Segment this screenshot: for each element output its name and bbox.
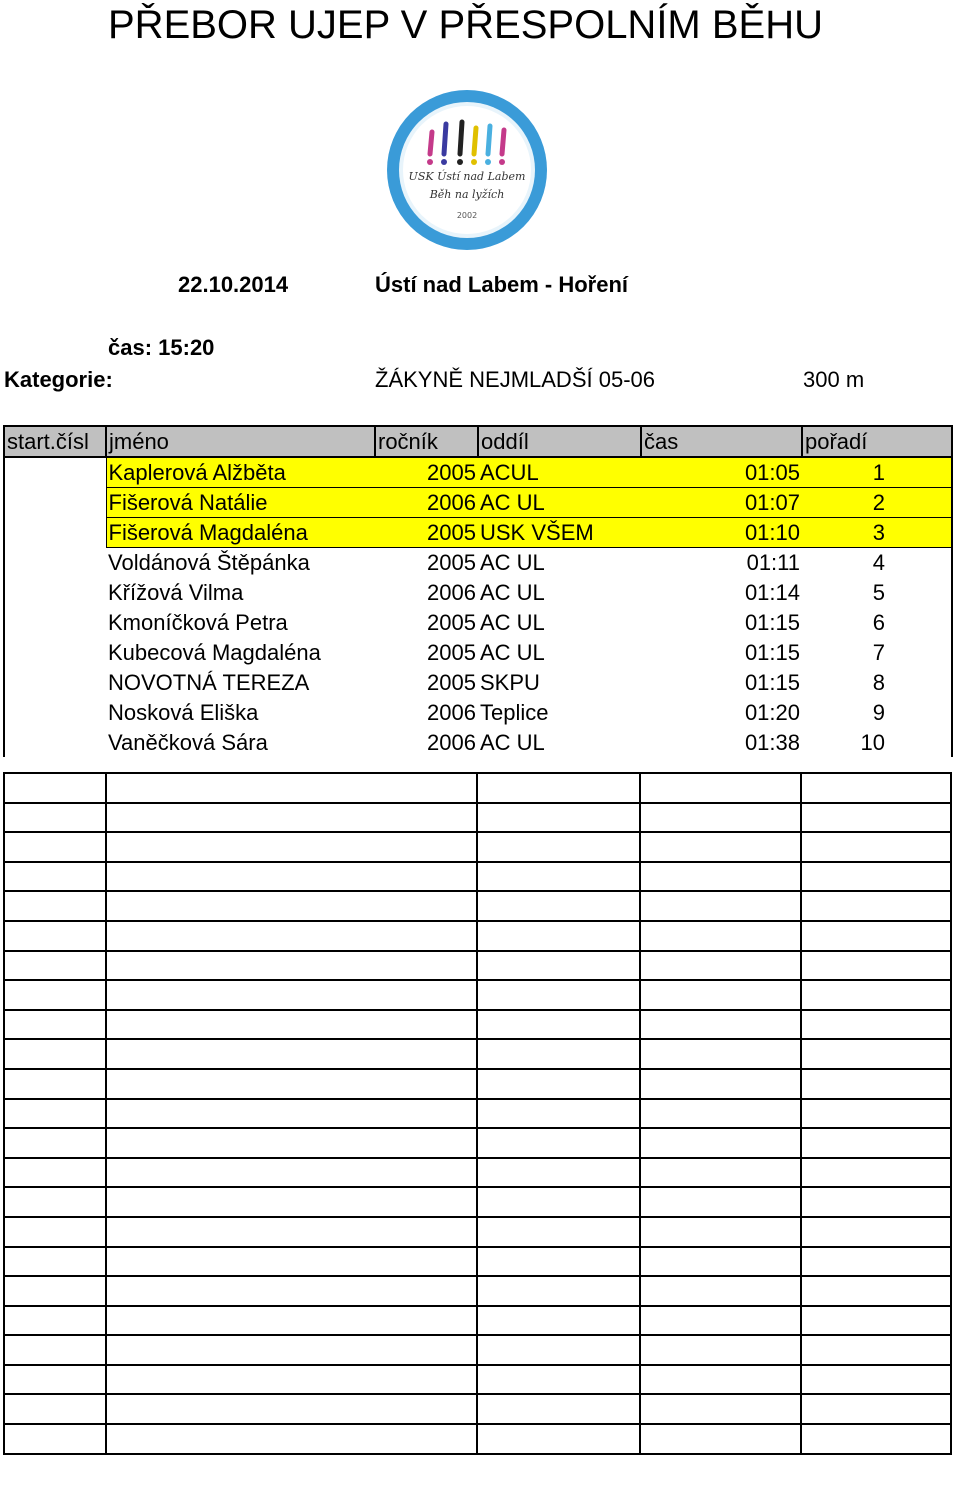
empty-cell [4, 1069, 106, 1099]
empty-cell [801, 1010, 951, 1040]
cell-year: 2006 [427, 730, 476, 755]
empty-cell [477, 921, 640, 951]
empty-cell [106, 1394, 477, 1424]
empty-cell [801, 1099, 951, 1129]
cell-start-number [4, 728, 106, 758]
empty-cell [640, 1158, 801, 1188]
empty-cell [640, 773, 801, 803]
cell-name: Kmoníčková Petra [108, 610, 288, 635]
cell-start-number [4, 608, 106, 638]
empty-cell [106, 1276, 477, 1306]
empty-cell [477, 1365, 640, 1395]
cell-rank: 10 [802, 728, 952, 758]
empty-cell [106, 803, 477, 833]
column-header-year: ročník [375, 426, 478, 457]
cell-club: SKPU [480, 670, 540, 695]
cell-rank: 6 [802, 608, 952, 638]
empty-cell [640, 951, 801, 981]
empty-cell [640, 891, 801, 921]
empty-row [4, 1010, 951, 1040]
table-row [4, 638, 952, 668]
empty-cell [801, 1069, 951, 1099]
category-label: Kategorie: [4, 367, 113, 392]
cell-name: Kubecová Magdaléna [108, 640, 321, 665]
empty-row [4, 951, 951, 981]
empty-cell [801, 832, 951, 862]
empty-cell [4, 1010, 106, 1040]
empty-cell [4, 773, 106, 803]
empty-cell [477, 1158, 640, 1188]
cell-time: 01:07 [641, 488, 802, 518]
cell-year: 2006 [427, 700, 476, 725]
empty-cell [640, 1394, 801, 1424]
empty-row [4, 1335, 951, 1365]
cell-start-number [4, 488, 106, 518]
empty-cell [4, 1099, 106, 1129]
empty-cell [4, 1306, 106, 1336]
empty-cell [106, 1010, 477, 1040]
cell-club: AC UL [480, 640, 545, 665]
empty-cell [4, 951, 106, 981]
distance: 300 m [803, 367, 865, 392]
empty-cell [106, 1217, 477, 1247]
empty-cell [4, 1365, 106, 1395]
empty-cell [477, 803, 640, 833]
cell-start-number [4, 698, 106, 728]
empty-row [4, 773, 951, 803]
cell-time: 01:11 [746, 550, 800, 575]
empty-row [4, 1128, 951, 1158]
results-table [3, 425, 953, 757]
empty-cell [4, 1424, 106, 1454]
empty-cell [4, 1128, 106, 1158]
empty-cell [4, 803, 106, 833]
empty-grid [3, 772, 952, 1455]
empty-cell [4, 1039, 106, 1069]
cell-club: AC UL [480, 580, 545, 605]
empty-cell [801, 803, 951, 833]
empty-cell [801, 773, 951, 803]
empty-cell [477, 1010, 640, 1040]
empty-row [4, 862, 951, 892]
empty-cell [106, 773, 477, 803]
empty-cell [4, 1247, 106, 1277]
event-place: Ústí nad Labem - Hoření [375, 272, 629, 297]
category-value: ŽÁKYNĚ NEJMLADŠÍ 05-06 [375, 367, 655, 392]
empty-cell [106, 1128, 477, 1158]
empty-cell [640, 1128, 801, 1158]
empty-cell [801, 1306, 951, 1336]
empty-cell [106, 1039, 477, 1069]
table-row [4, 548, 952, 578]
empty-cell [4, 980, 106, 1010]
cell-start-number [4, 548, 106, 578]
empty-cell [801, 980, 951, 1010]
empty-row [4, 1187, 951, 1217]
empty-cell [106, 921, 477, 951]
cell-start-number [4, 578, 106, 608]
empty-cell [640, 1335, 801, 1365]
empty-cell [4, 1276, 106, 1306]
empty-cell [4, 1335, 106, 1365]
empty-cell [640, 1306, 801, 1336]
cell-start-number [4, 638, 106, 668]
cell-start-number [4, 457, 106, 488]
empty-cell [640, 1069, 801, 1099]
empty-cell [477, 1306, 640, 1336]
empty-cell [477, 1069, 640, 1099]
empty-cell [640, 1099, 801, 1129]
empty-cell [477, 862, 640, 892]
cell-rank: 2 [802, 488, 952, 518]
cell-rank: 3 [802, 518, 952, 548]
empty-cell [106, 1365, 477, 1395]
empty-cell [640, 1424, 801, 1454]
empty-cell [477, 773, 640, 803]
empty-row [4, 1099, 951, 1129]
cell-rank: 4 [802, 548, 952, 578]
empty-row [4, 1365, 951, 1395]
empty-cell [106, 1099, 477, 1129]
empty-cell [477, 980, 640, 1010]
empty-cell [640, 1247, 801, 1277]
empty-cell [640, 1276, 801, 1306]
empty-cell [640, 921, 801, 951]
empty-cell [801, 1424, 951, 1454]
cell-name: Voldánová Štěpánka [108, 550, 310, 575]
empty-cell [106, 1069, 477, 1099]
empty-cell [477, 1217, 640, 1247]
empty-cell [477, 1276, 640, 1306]
empty-cell [106, 1187, 477, 1217]
empty-cell [106, 1306, 477, 1336]
empty-cell [801, 921, 951, 951]
table-header-row [4, 426, 952, 457]
empty-cell [106, 951, 477, 981]
cell-time: 01:14 [744, 580, 800, 605]
cell-club: AC UL [480, 550, 545, 575]
empty-cell [4, 1158, 106, 1188]
empty-cell [106, 1424, 477, 1454]
column-header-name: jméno [106, 426, 375, 457]
empty-cell [4, 1217, 106, 1247]
cell-name: Vaněčková Sára [108, 730, 268, 755]
cell-year: 2005 [427, 640, 476, 665]
empty-row [4, 1217, 951, 1247]
cell-time: 01:10 [641, 518, 802, 548]
cell-club: AC UL [480, 610, 545, 635]
cell-name: Fišerová Natálie [106, 488, 375, 518]
empty-cell [801, 891, 951, 921]
cell-time: 01:38 [744, 730, 800, 755]
cell-year: 2006 [427, 580, 476, 605]
empty-cell [801, 1158, 951, 1188]
cell-year: 2005 [427, 550, 476, 575]
empty-cell [801, 862, 951, 892]
table-row [4, 457, 952, 488]
table-row [4, 488, 952, 518]
empty-cell [640, 1365, 801, 1395]
table-row [4, 668, 952, 698]
cell-name: NOVOTNÁ TEREZA [108, 670, 310, 695]
cell-year: 2005 [427, 670, 476, 695]
empty-cell [4, 1187, 106, 1217]
cell-time: 01:20 [744, 700, 800, 725]
table-row [4, 578, 952, 608]
empty-cell [106, 832, 477, 862]
empty-cell [801, 1039, 951, 1069]
cell-start-number [4, 518, 106, 548]
cell-time: 01:15 [744, 610, 800, 635]
cell-rank: 7 [802, 638, 952, 668]
empty-cell [640, 862, 801, 892]
empty-row [4, 1247, 951, 1277]
empty-cell [4, 862, 106, 892]
empty-cell [801, 1247, 951, 1277]
table-row [4, 698, 952, 728]
cell-club: ACUL [478, 457, 641, 488]
logo-text-year: 2002 [456, 211, 478, 220]
empty-cell [106, 1247, 477, 1277]
empty-row [4, 1158, 951, 1188]
empty-row [4, 891, 951, 921]
empty-cell [106, 891, 477, 921]
empty-cell [106, 1335, 477, 1365]
empty-cell [477, 1039, 640, 1069]
empty-row [4, 921, 951, 951]
cell-name: Nosková Eliška [108, 700, 259, 725]
empty-cell [477, 1099, 640, 1129]
logo-text-sport: Běh na lyžích [429, 188, 505, 201]
empty-cell [801, 1335, 951, 1365]
race-logo-icon [374, 82, 560, 252]
empty-cell [106, 1158, 477, 1188]
empty-cell [477, 832, 640, 862]
empty-cell [801, 1128, 951, 1158]
table-row [4, 608, 952, 638]
cell-start-number [4, 668, 106, 698]
cell-club: AC UL [480, 730, 545, 755]
table-row [4, 518, 952, 548]
empty-cell [477, 1247, 640, 1277]
cell-time: 01:15 [744, 640, 800, 665]
empty-cell [4, 832, 106, 862]
empty-row [4, 980, 951, 1010]
empty-cell [640, 1010, 801, 1040]
cell-year: 2005 [427, 610, 476, 635]
cell-club: USK VŠEM [478, 518, 641, 548]
empty-cell [801, 1365, 951, 1395]
empty-row [4, 1424, 951, 1454]
cell-time: 01:15 [744, 670, 800, 695]
logo-text-club: USK Ústí nad Labem [408, 170, 526, 183]
empty-cell [801, 1217, 951, 1247]
cell-time: 01:05 [641, 457, 802, 488]
cell-club: AC UL [478, 488, 641, 518]
empty-cell [477, 1187, 640, 1217]
empty-row [4, 832, 951, 862]
empty-row [4, 803, 951, 833]
empty-cell [640, 1187, 801, 1217]
empty-cell [640, 832, 801, 862]
cell-rank: 9 [802, 698, 952, 728]
empty-cell [477, 1335, 640, 1365]
empty-cell [106, 980, 477, 1010]
column-header-rank: pořadí [802, 426, 952, 457]
empty-cell [4, 891, 106, 921]
column-header-time: čas [641, 426, 802, 457]
empty-row [4, 1039, 951, 1069]
cell-rank: 1 [802, 457, 952, 488]
empty-cell [640, 980, 801, 1010]
empty-cell [801, 1187, 951, 1217]
cell-rank: 8 [802, 668, 952, 698]
empty-cell [4, 921, 106, 951]
empty-row [4, 1276, 951, 1306]
column-header-start: start.čísl [4, 426, 106, 457]
page-title: PŘEBOR UJEP V PŘESPOLNÍM BĚHU [108, 3, 823, 47]
cell-club: Teplice [480, 700, 549, 725]
empty-cell [477, 1394, 640, 1424]
empty-row [4, 1069, 951, 1099]
empty-cell [801, 1394, 951, 1424]
event-time: čas: 15:20 [108, 335, 215, 360]
empty-cell [477, 951, 640, 981]
empty-cell [477, 1128, 640, 1158]
column-header-club: oddíl [478, 426, 641, 457]
empty-cell [106, 862, 477, 892]
empty-cell [801, 951, 951, 981]
cell-name: Kaplerová Alžběta [106, 457, 375, 488]
empty-cell [4, 1394, 106, 1424]
empty-cell [477, 891, 640, 921]
empty-cell [477, 1424, 640, 1454]
empty-row [4, 1306, 951, 1336]
table-row [4, 728, 952, 758]
cell-year: 2005 [375, 518, 478, 548]
empty-cell [640, 1217, 801, 1247]
empty-cell [640, 803, 801, 833]
empty-cell [640, 1039, 801, 1069]
empty-cell [801, 1276, 951, 1306]
cell-name: Fišerová Magdaléna [106, 518, 375, 548]
event-date: 22.10.2014 [178, 272, 289, 297]
cell-year: 2006 [375, 488, 478, 518]
cell-name: Křížová Vilma [108, 580, 244, 605]
cell-rank: 5 [802, 578, 952, 608]
empty-row [4, 1394, 951, 1424]
cell-year: 2005 [375, 457, 478, 488]
